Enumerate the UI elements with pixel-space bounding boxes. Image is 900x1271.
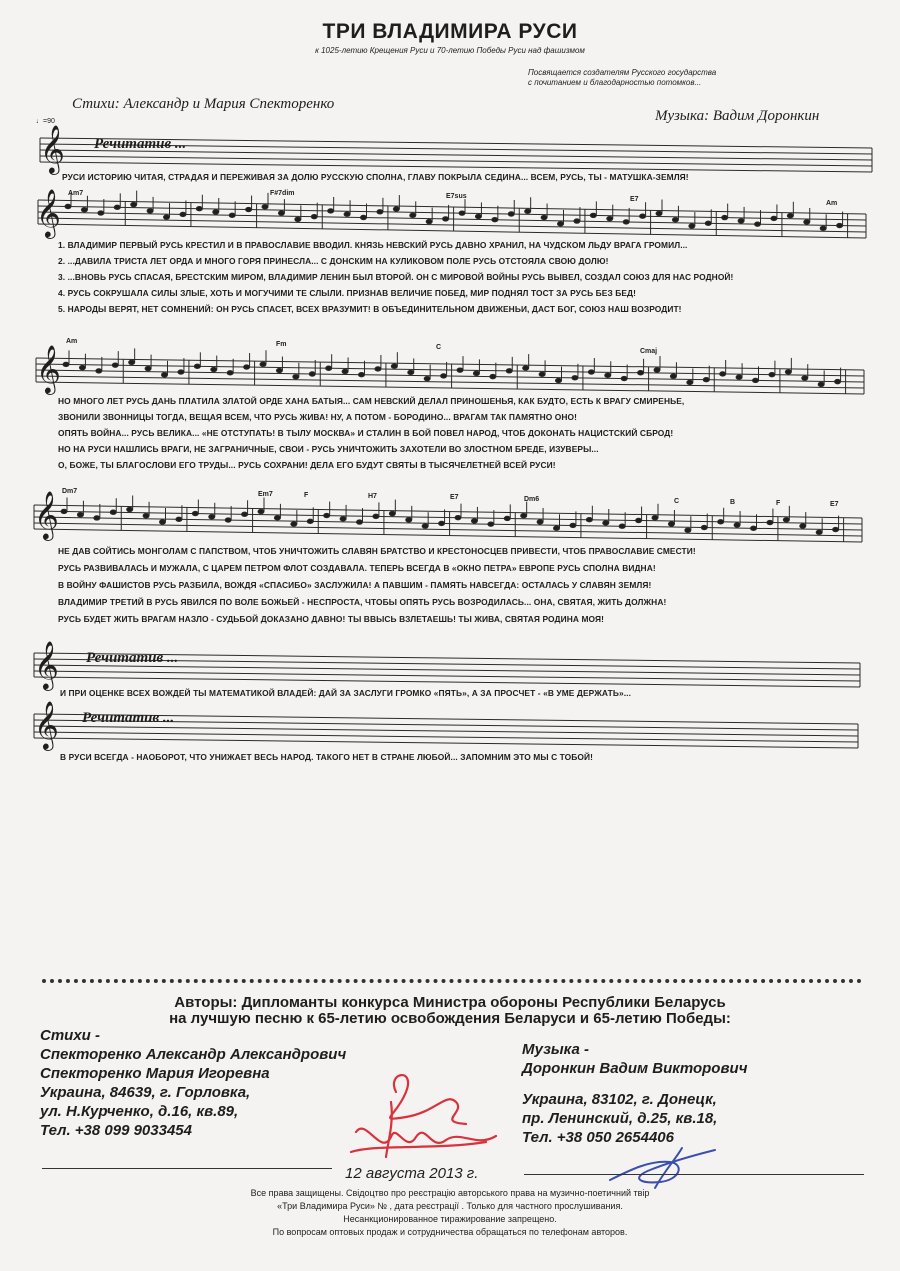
composer-line: пр. Ленинский, д.25, кв.18, <box>522 1110 718 1127</box>
note-head <box>800 524 806 528</box>
staff-line <box>34 671 860 681</box>
staff-line <box>40 162 872 172</box>
lyricists-line: Украина, 84639, г. Горловка, <box>40 1084 251 1101</box>
composer-block <box>522 1040 747 1147</box>
verse-lyric: В ВОЙНУ ФАШИСТОВ РУСЬ РАЗБИЛА, ВОЖДЯ «СПАСИБО» ЗАСЛУЖИЛА! А ПАВШИМ - ПАМЯТЬ НАВСЕГДА: ОСТАЛАСЬ У СЛАВЯН ЗЕМЛЯ! <box>58 580 652 590</box>
staff-line <box>38 200 866 214</box>
note-head <box>672 218 678 222</box>
note-head <box>441 374 447 378</box>
note-head <box>391 364 397 368</box>
note-head <box>295 217 301 221</box>
verse-lyric: ОПЯТЬ ВОЙНА... РУСЬ ВЕЛИКА... «НЕ ОТСТУПАТЬ! В ТЫЛУ МОСКВА» И СТАЛИН В БОЙ ПОВЕЛ НАРОД, ЧТОБ ДОКОНАТЬ НАЦИСТСКИЙ СБРОД! <box>58 428 674 438</box>
note-head <box>309 372 315 376</box>
composer-line: Музыка - <box>522 1041 589 1058</box>
note-head <box>455 515 461 519</box>
chord-symbol: Em7 <box>258 491 273 498</box>
note-head <box>703 378 709 382</box>
note-head <box>590 213 596 217</box>
note-head <box>211 367 217 371</box>
note-head <box>705 221 711 225</box>
note-head <box>81 208 87 212</box>
note-head <box>63 362 69 366</box>
chord-symbol: F#7dim <box>270 190 295 197</box>
treble-clef-icon: 𝄞 <box>36 188 61 237</box>
note-head <box>229 213 235 217</box>
composer-line: Доронкин Вадим Викторович <box>522 1060 748 1077</box>
note-head <box>262 205 268 209</box>
note-head <box>209 515 215 519</box>
note-head <box>244 365 250 369</box>
chord-symbol: E7 <box>830 501 839 508</box>
note-head <box>588 370 594 374</box>
treble-clef-icon: 𝄞 <box>34 700 59 749</box>
note-head <box>621 376 627 380</box>
dotted-separator <box>42 979 862 983</box>
chord-symbol: F <box>304 492 309 499</box>
note-head <box>307 519 313 523</box>
note-head <box>260 362 266 366</box>
note-head <box>670 374 676 378</box>
staff-line <box>34 511 862 524</box>
note-head <box>129 360 135 364</box>
note-head <box>164 215 170 219</box>
chord-symbol: E7 <box>630 196 639 203</box>
note-head <box>656 211 662 215</box>
note-head <box>508 212 514 216</box>
note-head <box>736 375 742 379</box>
recitative-lyric: РУСИ ИСТОРИЮ ЧИТАЯ, СТРАДАЯ И ПЕРЕЖИВАЯ ЗА ДОЛЮ РУССКУЮ СПОЛНА, ГЛАВУ ПОКРЫЛА СЕДИНА... ВСЕМ, РУСЬ, ТЫ - МАТУШКА-ЗЕМЛЯ! <box>62 172 689 182</box>
song-subtitle: к 1025-летию Крещения Руси и 70-летию Победы Руси над фашизмом <box>315 46 585 55</box>
note-head <box>422 524 428 528</box>
note-head <box>227 371 233 375</box>
verse-lyric: НЕ ДАВ СОЙТИСЬ МОНГОЛАМ С ПАПСТВОМ, ЧТОБ УНИЧТОЖИТЬ СЛАВЯН БРАТСТВО И КРЕСТОНОСЦЕВ ПРИВЕСТИ, ЧТОБ ПРАВОСЛАВИЕ СМЕСТИ! <box>58 546 696 556</box>
verse-lyric: РУСЬ БУДЕТ ЖИТЬ ВРАГАМ НАЗЛО - СУДЬБОЙ ДОКАЗАНО ДАВНО! ТЫ ВВЫСЬ ВЗЛЕТАЕШЬ! ТЫ ЖИВА, СВЯТАЯ РОДИНА МОЯ! <box>58 614 605 624</box>
footer-line: Все права защищены. Свідоцтво про реєстрацію авторського права на музично-поетичний твір <box>250 1188 650 1198</box>
note-head <box>131 202 137 206</box>
note-head <box>722 215 728 219</box>
staff-line <box>40 156 872 166</box>
staff-line <box>34 738 858 748</box>
note-head <box>471 519 477 523</box>
note-head <box>488 522 494 526</box>
note-head <box>687 380 693 384</box>
note-head <box>361 215 367 219</box>
note-head <box>443 217 449 221</box>
note-head <box>258 509 264 513</box>
note-head <box>734 523 740 527</box>
note-head <box>176 517 182 521</box>
chord-symbol: Dm6 <box>524 496 540 503</box>
note-head <box>685 528 691 532</box>
note-head <box>554 526 560 530</box>
note-head <box>668 522 674 526</box>
note-head <box>143 514 149 518</box>
recitative-lyric: И ПРИ ОЦЕНКЕ ВСЕХ ВОЖДЕЙ ТЫ МАТЕМАТИКОЙ ВЛАДЕЙ: ДАЙ ЗА ЗАСЛУГИ ГРОМКО «ПЯТЬ», А ЗА ПРОСЧЕТ - «В УМЕ ДЕРЖАТЬ»... <box>60 688 632 698</box>
note-head <box>835 379 841 383</box>
note-head <box>769 372 775 376</box>
lyricists-line: ул. Н.Курченко, д.16, кв.89, <box>40 1103 239 1120</box>
note-head <box>753 378 759 382</box>
note-head <box>738 219 744 223</box>
note-head <box>359 373 365 377</box>
note-head <box>162 373 168 377</box>
note-head <box>654 368 660 372</box>
note-head <box>539 372 545 376</box>
note-head <box>393 207 399 211</box>
note-head <box>61 509 67 513</box>
note-head <box>638 371 644 375</box>
note-head <box>783 518 789 522</box>
composer-line: Тел. +38 050 2654406 <box>522 1129 674 1146</box>
note-head <box>344 212 350 216</box>
lyricist-credit: Стихи: Александр и Мария Спекторенко <box>72 96 335 112</box>
note-head <box>605 373 611 377</box>
note-head <box>112 363 118 367</box>
composer-credit: Музыка: Вадим Доронкин <box>655 108 820 124</box>
chord-symbol: C <box>436 344 442 351</box>
note-head <box>574 219 580 223</box>
note-head <box>192 511 198 515</box>
chord-symbol: Cmaj <box>640 348 658 355</box>
note-head <box>357 520 363 524</box>
note-head <box>213 210 219 214</box>
lyricists-line: Спекторенко Мария Игоревна <box>40 1065 270 1082</box>
note-head <box>623 220 629 224</box>
chord-symbol: Dm7 <box>62 488 78 495</box>
note-head <box>194 364 200 368</box>
dedication-line: Посвящается создателям Русского государства <box>528 68 717 77</box>
chord-symbol: E7sus <box>446 193 467 200</box>
note-head <box>242 512 248 516</box>
chord-symbol: Fm <box>276 341 287 348</box>
note-head <box>375 367 381 371</box>
footer-line: По вопросам оптовых продаж и сотрудничества обращаться по телефонам авторов. <box>272 1227 628 1237</box>
note-head <box>160 520 166 524</box>
note-head <box>818 382 824 386</box>
note-head <box>475 214 481 218</box>
authors-heading: на лучшую песню к 65-летию освобождения Беларуси и 65-летию Победы: <box>169 1010 731 1027</box>
note-head <box>755 222 761 226</box>
signature-line <box>524 1174 864 1175</box>
treble-clef-icon: 𝄞 <box>40 124 65 173</box>
verse-lyric: НО МНОГО ЛЕТ РУСЬ ДАНЬ ПЛАТИЛА ЗЛАТОЙ ОРДЕ ХАНА БАТЫЯ... САМ НЕВСКИЙ ДЕЛАЛ ПРИНОШЕНЬЯ, КАК БУДТО, ЕСТЬ К ВРАГУ СМИРЕНЬЕ, <box>58 396 685 406</box>
song-title: ТРИ ВЛАДИМИРА РУСИ <box>322 20 578 43</box>
note-head <box>410 213 416 217</box>
note-head <box>504 516 510 520</box>
verse-lyric: 5. НАРОДЫ ВЕРЯТ, НЕТ СОМНЕНИЙ: ОН РУСЬ СПАСЕТ, ВСЕХ ВРАЗУМИТ! В ОБЪЕДИНИТЕЛЬНОМ ДВИЖЕНЬИ, ДАСТ БОГ, СОЮЗ НАШ ВОЗРОДИТ! <box>58 304 682 314</box>
note-head <box>473 371 479 375</box>
note-head <box>459 211 465 215</box>
note-head <box>180 212 186 216</box>
recitative-label: Речитатив ... <box>86 650 179 666</box>
note-head <box>771 216 777 220</box>
note-head <box>328 209 334 213</box>
note-head <box>572 376 578 380</box>
note-head <box>274 516 280 520</box>
note-head <box>607 216 613 220</box>
verse-lyric: ВЛАДИМИР ТРЕТИЙ В РУСЬ ЯВИЛСЯ ПО ВОЛЕ БОЖЬЕЙ - НЕСПРОСТА, ЧТОБЫ ОПЯТЬ РУСЬ ВОЗРОДИЛАСЬ... ОНА, СВЯТАЯ, ЖИТЬ ДОЛЖНА! <box>58 597 667 607</box>
note-head <box>767 520 773 524</box>
signature-line <box>42 1168 332 1169</box>
note-head <box>521 513 527 517</box>
note-head <box>802 376 808 380</box>
note-head <box>127 507 133 511</box>
note-head <box>110 510 116 514</box>
staff-line <box>36 358 864 370</box>
staff-line <box>34 732 858 742</box>
staff-line <box>34 505 862 518</box>
note-head <box>373 514 379 518</box>
verse-lyric: 1. ВЛАДИМИР ПЕРВЫЙ РУСЬ КРЕСТИЛ И В ПРАВОСЛАВИЕ ВВОДИЛ. КНЯЗЬ НЕВСКИЙ РУСЬ ДАВНО ХРАНИЛ, НА ЧУДСКОМ ЛЬДУ ВРАГА ГРОМИЛ... <box>58 240 688 250</box>
chord-symbol: Am7 <box>68 190 84 197</box>
verse-lyric: ЗВОНИЛИ ЗВОННИЦЫ ТОГДА, ВЕЩАЯ ВСЕМ, ЧТО РУСЬ ЖИВА! НУ, А ПОТОМ - БОРОДИНО... ВРАГАМ ТАК ПАМЯТНО ОНО! <box>58 412 578 422</box>
note-head <box>98 211 104 215</box>
note-head <box>96 369 102 373</box>
note-head <box>558 222 564 226</box>
note-head <box>424 376 430 380</box>
note-head <box>426 219 432 223</box>
verse-lyric: НО НА РУСИ НАШЛИСЬ ВРАГИ, НЕ ЗАГРАНИЧНЫЕ, СВОИ - РУСЬ УНИЧТОЖИТЬ ЗАХОТЕЛИ ВО ЗЛОСТНОМ БРЕДЕ, ИЗУВЕРЫ... <box>58 444 599 454</box>
note-head <box>311 214 317 218</box>
chord-symbol: Am <box>66 338 78 345</box>
staff-line <box>38 206 866 220</box>
treble-clef-icon: 𝄞 <box>36 344 61 393</box>
note-head <box>785 370 791 374</box>
note-head <box>147 209 153 213</box>
lyricists-signature <box>336 1062 506 1172</box>
note-head <box>94 516 100 520</box>
note-head <box>196 207 202 211</box>
note-head <box>816 530 822 534</box>
note-head <box>787 214 793 218</box>
chord-symbol: F <box>776 500 781 507</box>
recitative-label: Речитатив ... <box>94 136 187 152</box>
note-head <box>65 204 71 208</box>
composer-spacer <box>522 1078 747 1090</box>
note-head <box>541 215 547 219</box>
chord-symbol: E7 <box>450 494 459 501</box>
note-head <box>636 518 642 522</box>
note-head <box>751 526 757 530</box>
note-head <box>537 520 543 524</box>
note-head <box>506 369 512 373</box>
note-head <box>570 523 576 527</box>
note-head <box>701 525 707 529</box>
note-head <box>278 211 284 215</box>
authors-heading: Авторы: Дипломанты конкурса Министра обороны Республики Беларусь <box>174 994 726 1011</box>
verse-lyric: 4. РУСЬ СОКРУШАЛА СИЛЫ ЗЛЫЕ, ХОТЬ И МОГУЧИМИ ТЕ СЛЫЛИ. ПРИЗНАВ ВЕЛИЧИЕ ПОБЕД, МИР ПОДНЯЛ ТОСТ ЗА РУСЬ БЕЗ БЕД! <box>58 288 637 298</box>
lyricists-line: Спекторенко Александр Александрович <box>40 1046 347 1063</box>
note-head <box>833 527 839 531</box>
note-head <box>389 511 395 515</box>
note-head <box>246 207 252 211</box>
recitative-lyric: В РУСИ ВСЕГДА - НАОБОРОТ, ЧТО УНИЖАЕТ ВЕСЬ НАРОД. ТАКОГО НЕТ В СТРАНЕ ЛЮБОЙ... ЗАПОМНИМ ЭТО МЫ С ТОБОЙ! <box>60 752 594 762</box>
note-head <box>77 513 83 517</box>
note-head <box>145 366 151 370</box>
composer-line: Украина, 83102, г. Донецк, <box>522 1091 717 1108</box>
staff-line <box>36 382 864 394</box>
note-head <box>324 513 330 517</box>
note-head <box>326 366 332 370</box>
note-head <box>490 374 496 378</box>
note-head <box>689 224 695 228</box>
note-head <box>556 378 562 382</box>
note-head <box>79 365 85 369</box>
note-head <box>291 522 297 526</box>
note-head <box>340 517 346 521</box>
note-head <box>804 220 810 224</box>
staff-line <box>36 364 864 376</box>
note-head <box>525 209 531 213</box>
note-head <box>603 521 609 525</box>
signature-date: 12 августа 2013 г. <box>345 1165 479 1182</box>
staff-line <box>34 726 858 736</box>
lyricists-line: Стихи - <box>40 1027 100 1044</box>
verse-lyric: О, БОЖЕ, ТЫ БЛАГОСЛОВИ ЕГО ТРУДЫ... РУСЬ СОХРАНИ! ДЕЛА ЕГО БУДУТ СВЯТЫ В ТЫСЯЧЕЛЕТНЕЙ ВСЕЙ РУСИ! <box>58 460 556 470</box>
note-head <box>406 518 412 522</box>
treble-clef-icon: 𝄞 <box>34 490 59 539</box>
lyricists-line: Тел. +38 099 9033454 <box>40 1122 192 1139</box>
note-head <box>640 214 646 218</box>
verse-lyric: 3. ...ВНОВЬ РУСЬ СПАСАЯ, БРЕСТСКИМ МИРОМ, ВЛАДИМИР ЛЕНИН БЫЛ ВТОРОЙ. ОН С МИРОВОЙ ВОЙНЫ РУСЬ ВЫВЕЛ, СОЗДАЛ СОЮЗ ДЛЯ НАС РОДНОЙ! <box>58 272 734 282</box>
note-head <box>718 520 724 524</box>
note-head <box>439 521 445 525</box>
note-head <box>492 218 498 222</box>
staff-line <box>34 677 860 687</box>
staff-line <box>34 529 862 542</box>
note-head <box>457 368 463 372</box>
note-head <box>652 516 658 520</box>
chord-symbol: C <box>674 498 680 505</box>
note-head <box>342 369 348 373</box>
staff-line <box>38 224 866 238</box>
note-head <box>586 518 592 522</box>
chord-symbol: B <box>730 499 736 506</box>
note-head <box>837 223 843 227</box>
recitative-label: Речитатив ... <box>82 710 175 726</box>
note-head <box>276 368 282 372</box>
chord-symbol: H7 <box>368 493 377 500</box>
note-head <box>225 518 231 522</box>
verse-lyric: 2. ...ДАВИЛА ТРИСТА ЛЕТ ОРДА И МНОГО ГОРЯ ПРИНЕСЛА... С ДОНСКИМ НА КУЛИКОВОМ ПОЛЕ РУСЬ ОТСТОЯЛА СВОЮ ДОЛЮ! <box>58 256 609 266</box>
dedication-line: с почитанием и благодарностью потомков... <box>528 78 702 87</box>
note-head <box>114 205 120 209</box>
verse-lyric: РУСЬ РАЗВИВАЛАСЬ И МУЖАЛА, С ЦАРЕМ ПЕТРОМ ФЛОТ СОЗДАВАЛА. ТЕПЕРЬ ВСЕГДА В «ОКНО ПЕТРА» ЕВРОПЕ РУСЬ СПОЛНА ВИДНА! <box>58 563 656 573</box>
footer-line: «Три Владимира Руси» № , дата реєстрації . Только для частного прослушивания. <box>277 1201 623 1211</box>
treble-clef-icon: 𝄞 <box>34 640 59 689</box>
note-head <box>820 226 826 230</box>
note-head <box>619 524 625 528</box>
note-head <box>523 366 529 370</box>
footer-line: Несанкционированное тиражирование запрещено. <box>343 1214 557 1224</box>
note-head <box>720 372 726 376</box>
lyricists-block <box>40 1026 346 1140</box>
note-head <box>178 370 184 374</box>
chord-symbol: Am <box>826 200 838 207</box>
tempo-mark: ♩=90 <box>36 118 55 125</box>
note-head <box>293 375 299 379</box>
note-head <box>377 210 383 214</box>
note-head <box>408 370 414 374</box>
